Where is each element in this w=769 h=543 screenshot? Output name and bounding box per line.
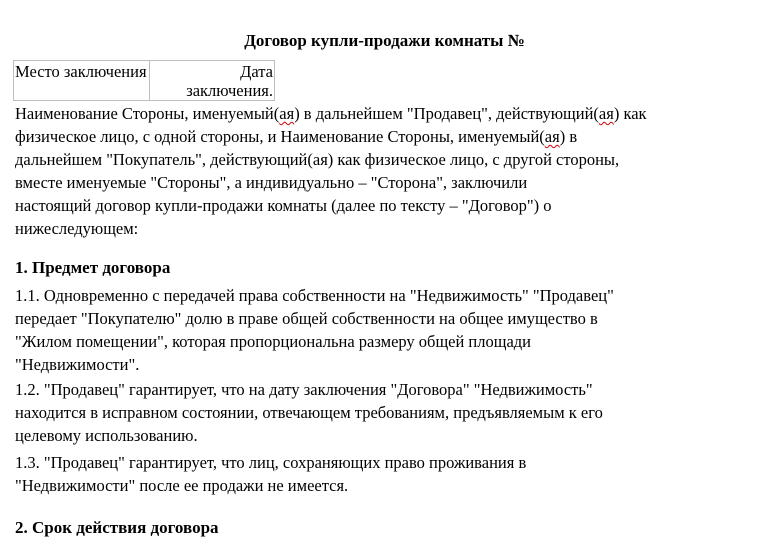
spellcheck-word: ая: [279, 104, 295, 123]
clause-1-2-line-1: 1.2. "Продавец" гарантирует, что на дату заключения "Договора" "Недвижимость": [15, 380, 593, 399]
clause-1-1: [15, 284, 614, 376]
date-of-conclusion-cell: Дата заключения.: [150, 61, 275, 101]
preamble-line-2: [15, 125, 647, 148]
clause-1-1-line-3: "Жилом помещении", которая пропорциональна размеру общей площади: [15, 332, 531, 351]
clause-1-2-line-2: находится в исправном состоянии, отвечающем требованиям, предъявляемым к его: [15, 403, 603, 422]
preamble-text: ) в дальнейшем "Продавец", действующий(: [294, 104, 599, 123]
section-2-heading: 2. Срок действия договора: [15, 518, 219, 537]
clause-1-2: [15, 378, 603, 447]
preamble-text: Наименование Стороны,: [15, 104, 193, 123]
place-date-row: [14, 61, 275, 101]
spellcheck-word: ая: [544, 127, 560, 146]
preamble-text: физическое лицо, с одной стороны, и Наименование Стороны, именуемый(: [15, 127, 545, 146]
preamble-text: ) как: [613, 104, 647, 123]
preamble-text: именуемый(: [192, 104, 280, 123]
preamble-line-4: вместе именуемые "Стороны", а индивидуально – "Сторона", заключили: [15, 173, 528, 192]
preamble-line-6: нижеследующем:: [15, 219, 139, 238]
clause-1-1-line-2: передает "Покупателю" долю в праве общей собственности на общее имущество в: [15, 309, 598, 328]
place-date-table: [13, 60, 275, 101]
document-title: Договор купли-продажи комнаты №: [244, 31, 525, 50]
clause-1-3-line-2: "Недвижимости" после ее продажи не имеется.: [15, 476, 349, 495]
clause-1-3-line-1: 1.3. "Продавец" гарантирует, что лиц, сохраняющих право проживания в: [15, 453, 527, 472]
preamble-line-5: настоящий договор купли-продажи комнаты (далее по тексту – "Договор") о: [15, 196, 552, 215]
preamble-line-3: дальнейшем "Покупатель", действующий(ая) как физическое лицо, с другой стороны,: [15, 150, 620, 169]
clause-1-2-line-3: целевому использованию.: [15, 426, 198, 445]
section-1-heading: 1. Предмет договора: [15, 258, 171, 277]
clause-1-3: [15, 451, 526, 497]
spellcheck-word: ая: [598, 104, 614, 123]
preamble-line-1: [15, 102, 647, 125]
place-of-conclusion-cell: Место заключения: [14, 61, 150, 101]
clause-1-1-line-4: "Недвижимости".: [15, 355, 140, 374]
clause-1-1-line-1: 1.1. Одновременно с передачей права собственности на "Недвижимость" "Продавец": [15, 286, 614, 305]
preamble-text: ) в: [559, 127, 578, 146]
preamble-paragraph: [15, 102, 647, 240]
